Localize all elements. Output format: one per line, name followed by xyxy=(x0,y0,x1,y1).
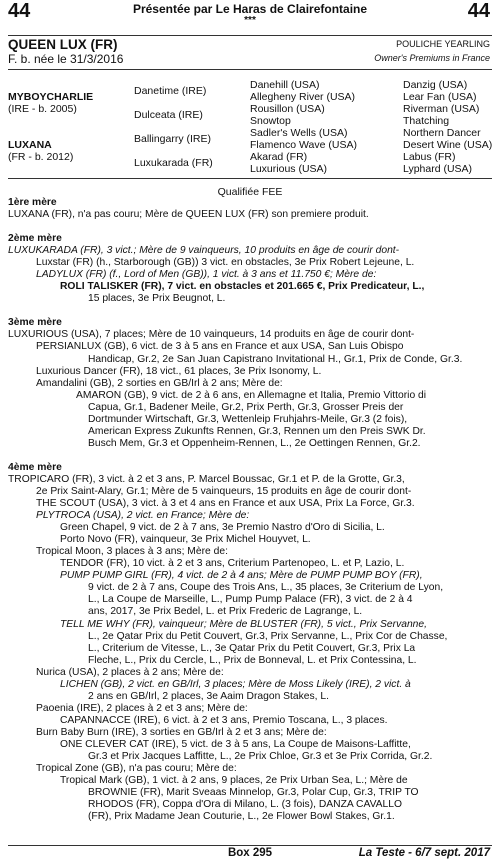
record-line: Green Chapel, 9 vict. de 2 à 7 ans, 3e Premio Nastro d'Oro di Sicilia, L. xyxy=(60,522,385,534)
gen4-3: Riverman (USA) xyxy=(403,103,480,115)
sire-name: MYBOYCHARLIE xyxy=(8,91,94,103)
horse-name: QUEEN LUX (FR) xyxy=(8,37,118,52)
gen3-5: Sadler's Wells (USA) xyxy=(250,127,348,139)
section-first-dam: 1ère mère xyxy=(8,197,57,208)
record-line: PUMP PUMP GIRL (FR), 4 vict. de 2 à 4 ans; Mère de PUMP PUMP BOY (FR), xyxy=(60,570,423,582)
record-line: THE SCOUT (USA), 3 vict. à 3 et 4 ans en France et aux USA, Prix La Force, Gr.3. xyxy=(36,498,415,510)
record-line: LADYLUX (FR) (f., Lord of Men (GB)), 1 vict. à 3 ans et 11.750 €; Mère de: xyxy=(36,269,377,281)
record-line: TENDOR (FR), 10 vict. à 2 et 3 ans, Criterium Partenopeo, L. et P, Lazio, L. xyxy=(60,558,405,570)
record-line: TELL ME WHY (FR), vainqueur; Mère de BLUSTER (FR), 5 vict., Prix Servanne, xyxy=(60,618,427,630)
record-line: (FR), Prix Madame Jean Couturie, L., 2e Flower Bowl Stakes, Gr.1. xyxy=(88,811,395,823)
record-line: ROLI TALISKER (FR), 7 vict. en obstacles et 201.665 €, Prix Predicateur, L., xyxy=(60,281,425,293)
grandsire-paternal: Danetime (IRE) xyxy=(134,85,207,97)
record-line: AMARON (GB), 9 vict. de 2 à 6 ans, en Allemagne et Italia, Premio Vittorio di xyxy=(76,389,427,401)
record-line: LUXANA (FR), n'a pas couru; Mère de QUEEN LUX (FR) son premiere produit. xyxy=(8,209,369,221)
record-line: Gr.3 et Prix Jacques Laffitte, L., 2e Prix Chloe, Gr.3 et 3e Prix Corrida, Gr.2. xyxy=(88,751,433,763)
section-fourth-dam: 4ème mère xyxy=(8,461,62,473)
record-line: 2 ans en GB/Irl, 2 places, 3e Aaim Dragon Stakes, L. xyxy=(88,690,329,702)
record-line: Busch Mem, Gr.3 et Oppenheim-Rennen, L., 2e Oettingen Rennen, Gr.2. xyxy=(88,437,421,449)
gen3-3: Rousillon (USA) xyxy=(250,103,325,115)
sire-info: (IRE - b. 2005) xyxy=(8,103,77,115)
gen4-1: Danzig (USA) xyxy=(403,79,468,91)
record-line: L., Criterium de Vitesse, L., 3e Qatar Prix du Petit Couvert, Gr.3, Prix La xyxy=(88,642,416,654)
dam-name: LUXANA xyxy=(8,139,52,151)
record-line: Tropical Zone (GB), n'a pas couru; Mère de: xyxy=(36,763,237,775)
sale-venue-date: La Teste - 6/7 sept. 2017 xyxy=(358,847,490,859)
premium-note: Owner's Premiums in France xyxy=(374,53,490,63)
gen3-4: Snowtop xyxy=(250,115,291,127)
gen3-6: Flamenco Wave (USA) xyxy=(250,139,357,151)
record-line: 9 vict. de 2 à 7 ans, Coupe des Trois Ans, L., 35 places, 3e Criterium de Lyon, xyxy=(88,582,444,594)
lot-number-left: 44 xyxy=(8,0,31,22)
record-line: Capua, Gr.1, Badener Meile, Gr.2, Prix Perth, Gr.3, Grosser Preis der xyxy=(88,401,404,413)
dam-info: (FR - b. 2012) xyxy=(8,151,74,163)
section-second-dam: 2ème mère xyxy=(8,233,62,245)
gen4-8: Lyphard (USA) xyxy=(403,163,473,175)
qualified-fee: Qualifiée FEE xyxy=(217,186,283,198)
grandsire-maternal: Ballingarry (IRE) xyxy=(134,133,212,145)
granddam-paternal: Dulceata (IRE) xyxy=(134,109,203,121)
record-line: American Express Zukunfts Rennen, Gr.3, Rennen um den Preis SWK Dr. xyxy=(88,425,426,437)
presenter-line: Présentée par Le Haras de Clairefontaine xyxy=(132,2,368,16)
gen4-5: Northern Dancer xyxy=(403,127,481,139)
record-line: Burn Baby Burn (IRE), 3 sorties en GB/Irl à 2 et 3 ans; Mère de: xyxy=(36,726,327,738)
record-line: LUXURIOUS (USA), 7 places; Mère de 10 vainqueurs, 14 produits en âge de courir dont- xyxy=(8,329,415,341)
gen3-2: Allegheny River (USA) xyxy=(250,91,356,103)
record-line: CAPANNACCE (IRE), 6 vict. à 2 et 3 ans, Premio Toscana, L., 3 places. xyxy=(60,714,388,726)
section-third-dam: 3ème mère xyxy=(8,317,62,329)
header-rule xyxy=(8,35,492,36)
record-line: ans, 2017, 3e Prix Bedel, L. et Prix Frederic de Lagrange, L. xyxy=(88,606,363,618)
gen3-7: Akarad (FR) xyxy=(250,151,308,163)
gen4-4: Thatching xyxy=(403,115,450,127)
pedigree-top-rule xyxy=(8,69,492,70)
record-line: Porto Novo (FR), vainqueur, 3e Prix Michel Houyvet, L. xyxy=(60,534,311,546)
footer-rule xyxy=(8,845,492,846)
box-number: Box 295 xyxy=(227,847,273,859)
gen4-6: Desert Wine (USA) xyxy=(403,139,493,151)
record-line: Paoenia (IRE), 2 places à 2 et 3 ans; Mère de: xyxy=(36,702,248,714)
record-line: PLYTROCA (USA), 2 vict. en France; Mère de: xyxy=(36,510,250,522)
record-line: Fleche, L., Prix du Cercle, L., Prix de Bonneval, L. et Prix Contessina, L. xyxy=(88,654,417,666)
gen4-2: Lear Fan (USA) xyxy=(403,91,477,103)
record-line: Amandalini (GB), 2 sorties en GB/Irl à 2 ans; Mère de: xyxy=(36,377,283,389)
record-line: PERSIANLUX (GB), 6 vict. de 3 à 5 ans en France et aux USA, San Luis Obispo xyxy=(36,341,404,353)
gen4-7: Labus (FR) xyxy=(403,151,456,163)
gen3-8: Luxurious (USA) xyxy=(250,163,328,175)
granddam-maternal: Luxukarada (FR) xyxy=(134,157,213,169)
horse-description: F. b. née le 31/3/2016 xyxy=(8,52,124,66)
record-line: Luxurious Dancer (FR), 18 vict., 61 places, 3e Prix Isonomy, L. xyxy=(36,365,322,377)
record-line: L., La Coupe de Marseille, L., Pump Pump Palace (FR), 3 vict. de 2 à 4 xyxy=(88,594,413,606)
catalogue-header xyxy=(0,0,500,34)
lot-number-right: 44 xyxy=(467,0,490,22)
record-line: LICHEN (GB), 2 vict. en GB/Irl, 3 places; Mère de Moss Likely (IRE), 2 vict. à xyxy=(60,678,411,690)
produce-record xyxy=(8,197,494,823)
catalogue-footer xyxy=(0,847,500,863)
horse-category: POULICHE YEARLING xyxy=(396,39,490,49)
record-line: RHODOS (FR), Coppa d'Ora di Milano, L. (3 fois), DANZA CAVALLO xyxy=(88,799,403,811)
record-line: L., 2e Qatar Prix du Petit Couvert, Gr.3, Prix Servanne, L., Prix Cor de Chasse, xyxy=(88,630,448,642)
record-line: Luxstar (FR) (h., Starborough (GB)) 3 vict. en obstacles, 3e Prix Robert Lejeune, L. xyxy=(36,257,415,269)
record-line: LUXUKARADA (FR), 3 vict.; Mère de 9 vainqueurs, 10 produits en âge de courir dont- xyxy=(8,245,400,257)
record-line: Handicap, Gr.2, 2e San Juan Capistrano Invitational H., Gr.1, Prix de Conde, Gr.3. xyxy=(88,353,463,365)
gen3-1: Danehill (USA) xyxy=(250,79,320,91)
record-line: Tropical Moon, 3 places à 3 ans; Mère de: xyxy=(36,546,228,558)
stars-divider: *** xyxy=(244,15,256,26)
record-line: Dortmunder Wirtschaft, Gr.3, Wettenleip Fruhjahrs-Meile, Gr.3 (2 fois), xyxy=(88,413,408,425)
record-line: Tropical Mark (GB), 1 vict. à 2 ans, 9 places, 2e Prix Urban Sea, L.; Mère de xyxy=(60,775,408,787)
pedigree-bottom-rule xyxy=(8,178,492,179)
record-line: ONE CLEVER CAT (IRE), 5 vict. de 3 à 5 ans, La Coupe de Maisons-Laffitte, xyxy=(60,738,411,750)
record-line: Nurica (USA), 2 places à 2 ans; Mère de: xyxy=(36,666,224,678)
record-line: 15 places, 3e Prix Beugnot, L. xyxy=(88,293,226,305)
record-line: BROWNIE (FR), Marit Sveaas Minnelop, Gr.3, Polar Cup, Gr.3, TRIP TO xyxy=(88,787,419,799)
record-line: 2e Prix Saint-Alary, Gr.1; Mère de 5 vainqueurs, 15 produits en âge de courir dont- xyxy=(36,485,412,497)
record-line: TROPICARO (FR), 3 vict. à 2 et 3 ans, P. Marcel Boussac, Gr.1 et P. de la Grotte, Gr.3, xyxy=(8,473,405,485)
